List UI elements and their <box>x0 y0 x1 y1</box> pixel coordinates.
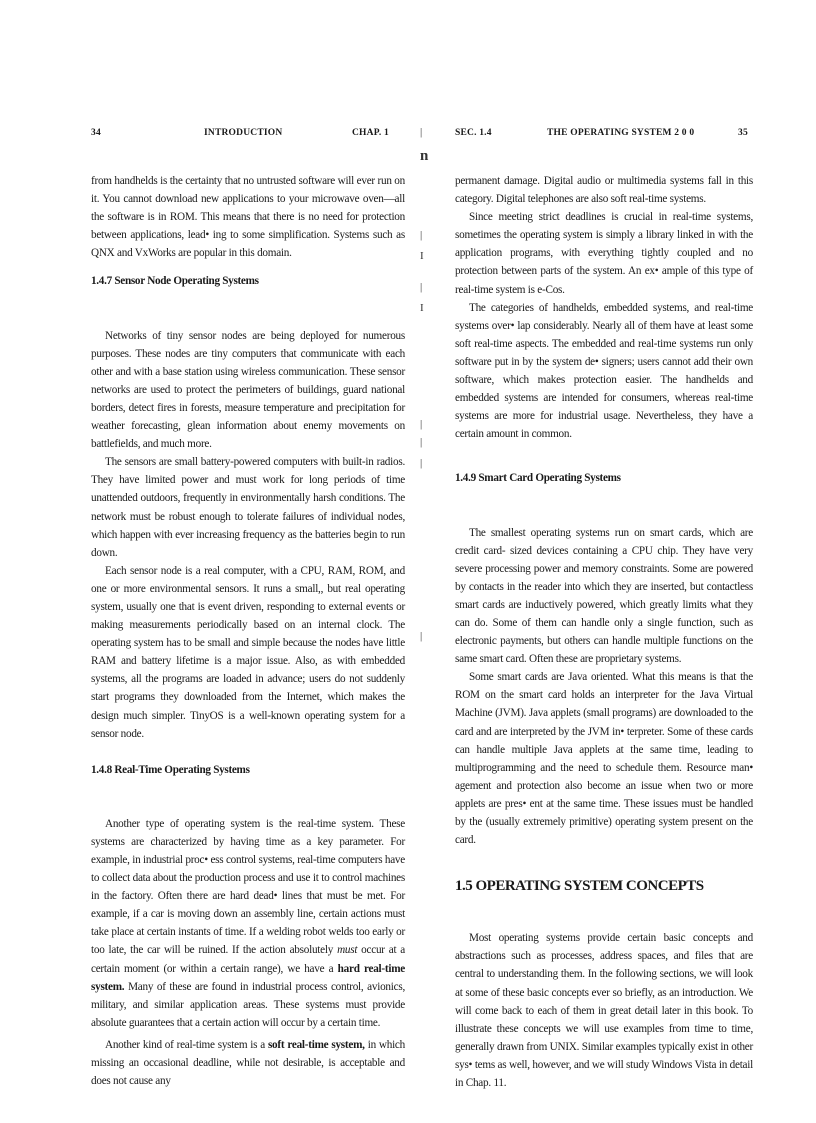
page-number: 35 <box>738 128 748 138</box>
paragraph: Since meeting strict deadlines is crucial in real-time systems, sometimes the operating system is simply a library linked in with the application programs, with everything tightly coupled and no protection between parts of the system. An ex• ample of this type of real-time system is e-Cos. <box>455 211 753 296</box>
section-label: SEC. 1.4 <box>455 128 492 138</box>
paragraph: Networks of tiny sensor nodes are being deployed for numerous purposes. These nodes are tiny computers that communicate with each other and with a base station using wireless communication. These sensor networks are used to protect the perimeters of buildings, guard national borders, detect fires in forests, measure temperature and precipitation for weather forecasting, glean information about enemy movements on battlefields, and much more. <box>91 329 405 451</box>
text-run: Another kind of real-time system is a <box>105 1038 268 1051</box>
subsection-heading: 1.4.8 Real-Time Operating Systems <box>91 763 250 776</box>
gutter-mark: n <box>420 148 429 164</box>
term: hard real-time system. <box>91 962 405 993</box>
gutter-mark: I <box>420 302 424 314</box>
gutter-mark: | <box>420 457 423 469</box>
gutter-mark: | <box>420 418 423 430</box>
gutter-mark: I <box>420 250 424 262</box>
running-head <box>455 124 753 140</box>
term: soft real-time system, <box>267 1038 365 1051</box>
gutter-mark: | <box>420 436 423 448</box>
gutter-mark: | <box>420 281 423 293</box>
running-title: INTRODUCTION <box>204 128 283 138</box>
subsection-heading: 1.4.9 Smart Card Operating Systems <box>455 472 621 485</box>
text-run: Many of these are found in industrial process control, avionics, military, and similar application areas. These systems must provide absolute guarantees that a certain action will occur by a certain time. <box>91 980 405 1029</box>
paragraph: Most operating systems provide certain basic concepts and abstractions such as processes, address spaces, and files that are central to understanding them. In the following sections, we will look at some of these basic concepts ever so briefly, as an introduction. We will come back to each of them in great detail later in this book. To illustrate these concepts we will use examples from time to time, generally drawn from UNIX. Similar examples typically exist in other sys• tems as well, however, and we will study Windows Vista in detail in Chap. 11. <box>455 932 753 1090</box>
paragraph: The categories of handhelds, embedded systems, and real-time systems over• lap considerably. Nearly all of them have at least some soft real-time aspects. The embedded and real-time systems run only software put in by the system de• signers; users cannot add their own software, which makes protection easier. The handhelds and embedded systems are intended for consumers, whereas real-time systems are more for industrial usage. Nevertheless, they have a certain amount in common. <box>455 301 753 441</box>
paragraph: Some smart cards are Java oriented. What this means is that the ROM on the smart card holds an interpreter for the Java Virtual Machine (JVM). Java applets (small programs) are downloaded to the card and are interpreted by the JVM in• terpreter. Some of these cards can handle multiple Java applets at the same time, leading to multiprogramming and the need to schedule them. Resource man• agement and protection also become an issue when two or more applets are pres• ent at the same time. These issues must be handled by the (usually extremely primitive) operating system present on the card. <box>455 671 753 847</box>
paragraph: The sensors are small battery-powered computers with built-in radios. They have limited power and must work for long periods of time unattended outdoors, frequently in environmentally harsh conditions. The network must be robust enough to tolerate failures of individual nodes, which happen with ever increasing frequency as the batteries begin to run down. <box>91 456 405 559</box>
running-head <box>91 124 405 140</box>
paragraph: permanent damage. Digital audio or multimedia systems fall in this category. Digital telephones are also soft real-time systems. <box>455 175 753 206</box>
section-heading: 1.5 OPERATING SYSTEM CONCEPTS <box>455 878 704 895</box>
page-number: 34 <box>91 128 101 138</box>
chapter-label: CHAP. 1 <box>352 128 389 138</box>
gutter-mark: | <box>420 630 423 642</box>
emphasis: must <box>337 944 358 957</box>
text-run: occur at a certain moment (or within a certain range), we have a <box>91 944 406 975</box>
paragraph: from handhelds is the certainty that no untrusted software will ever run on it. You cannot download new applications to your microwave oven—all the software is in ROM. This means that there is no need for protection between applications, lead• ing to some simplification. Systems such as QNX and VxWorks are popular in this domain. <box>91 175 405 260</box>
paragraph <box>91 1036 405 1090</box>
text-run: in which missing an occasional deadline, while not desirable, is acceptable and does not cause any <box>91 1038 405 1088</box>
paragraph: The smallest operating systems run on smart cards, which are credit card- sized devices containing a CPU chip. They have very severe processing power and memory constraints. Some are powered by contacts in the reader into which they are inserted, but contactless smart cards are inductively powered, which greatly limits what they can do. Some of them can handle only a single function, such as electronic payments, but others can handle multiple functions on the same smart card. Often these are proprietary systems. <box>455 526 753 666</box>
right-page <box>455 124 753 1092</box>
paragraph: Each sensor node is a real computer, with a CPU, RAM, ROM, and one or more environmental sensors. It runs a small,, but real operating system, usually one that is event driven, responding to external events or making measurements periodically based on an internal clock. The operating system has to be small and simple because the nodes have little RAM and battery lifetime is a major issue. Also, as with embedded systems, all the programs are loaded in advance; users do not suddenly start programs they downloaded from the Internet, which makes the design much simpler. TinyOS is a well-known operating system for a sensor node. <box>91 564 405 740</box>
text-run: Another type of operating system is the real-time system. These systems are characterized by having time as a key parameter. For example, in industrial proc• ess control systems, real-time computers have to collect data about the production process and use it to control machines in the factory. Often there are hard dead• lines that must be met. For example, if a car is moving down an assembly line, certain actions must take place at certain instants of time. If a welding robot welds too early or too late, the car will be ruined. If the action absolutely <box>91 817 405 957</box>
running-title: THE OPERATING SYSTEM 2 0 0 <box>547 128 695 138</box>
left-page <box>91 124 405 1090</box>
gutter-mark: | <box>420 126 423 138</box>
gutter-mark: | <box>420 229 423 241</box>
subsection-heading: 1.4.7 Sensor Node Operating Systems <box>91 275 259 288</box>
paragraph <box>91 815 405 1032</box>
